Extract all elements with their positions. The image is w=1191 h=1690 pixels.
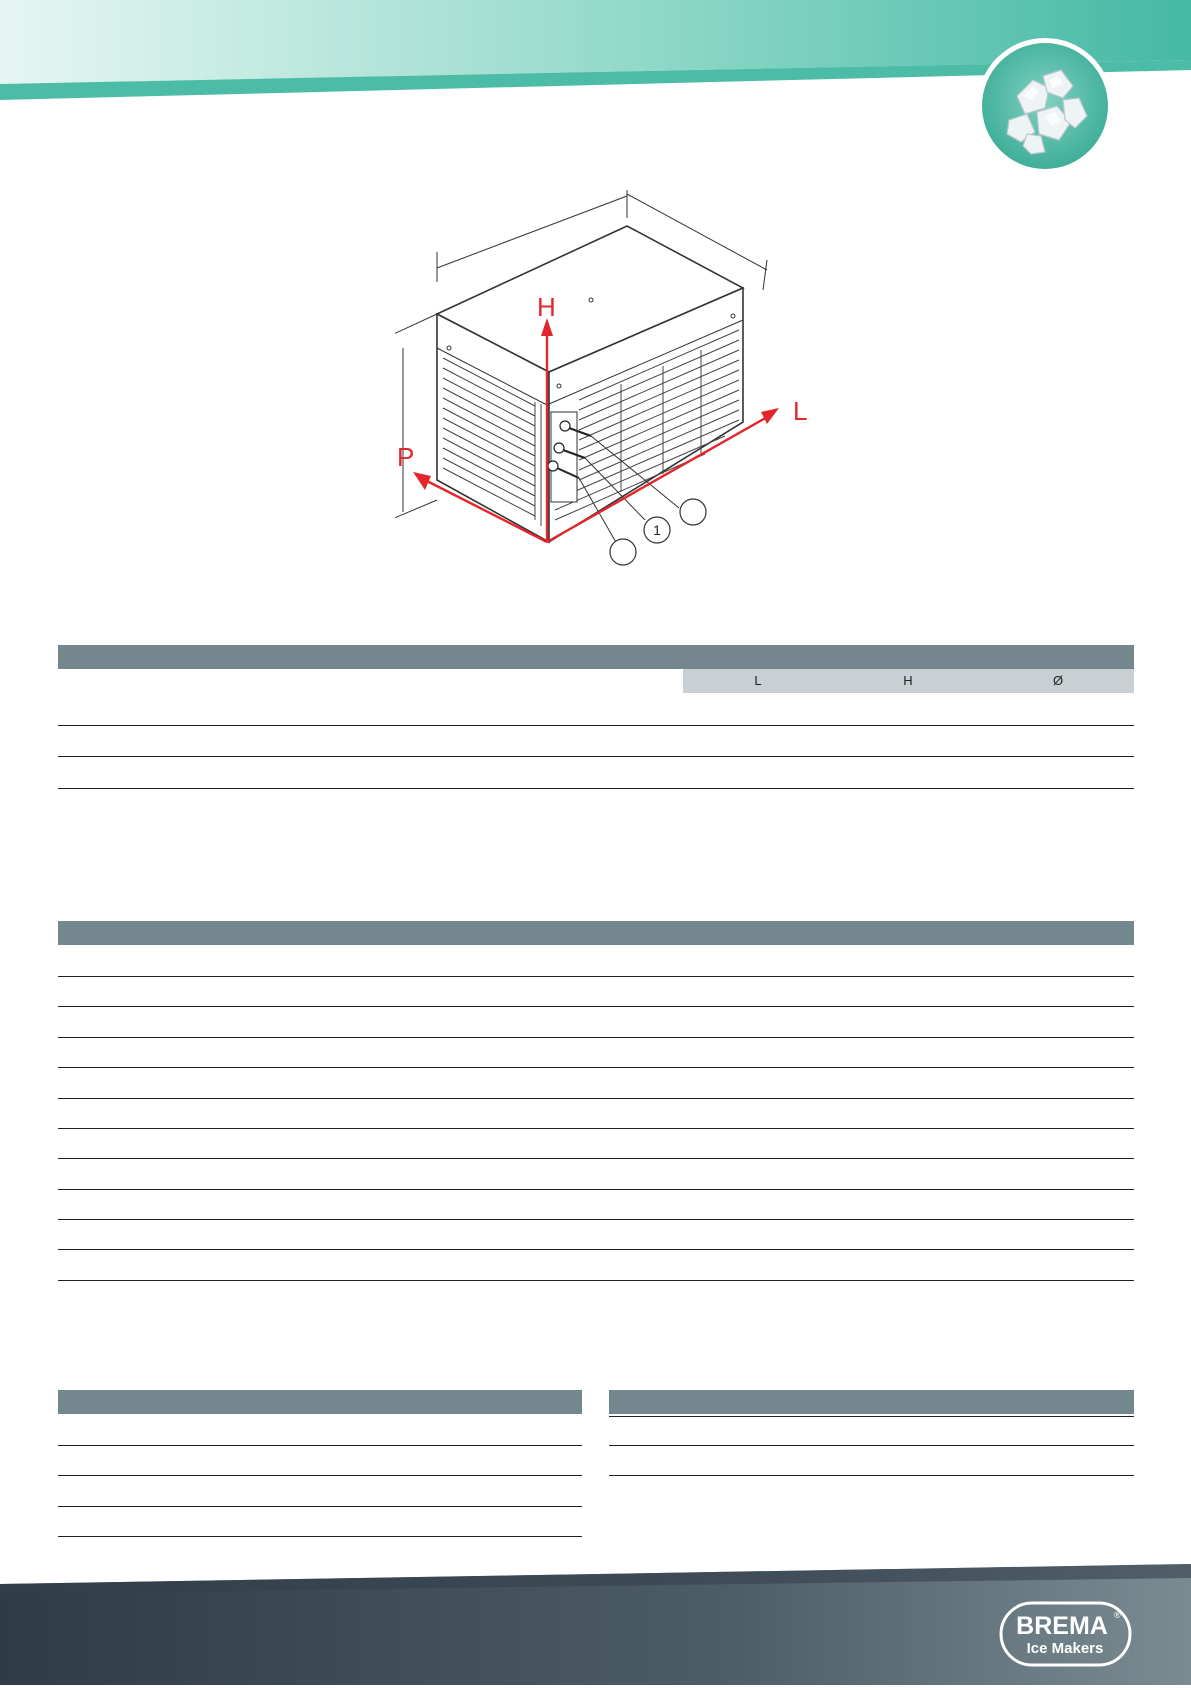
table-row [609, 1475, 1134, 1476]
table-row [58, 976, 1134, 977]
table-row [58, 1158, 1134, 1159]
ice-cubes-icon [975, 36, 1115, 176]
table-specifications-header [58, 921, 1134, 945]
table-row [58, 1445, 582, 1446]
axis-label-h: H [537, 292, 556, 322]
table-row [58, 1037, 1134, 1038]
table-row [58, 1098, 1134, 1099]
callout-2 [610, 539, 636, 565]
brema-logo [998, 1600, 1133, 1668]
table-left-header [58, 1390, 582, 1414]
column-diameter: Ø [1052, 673, 1064, 688]
column-h: H [903, 673, 913, 688]
callout-1-label: 1 [653, 522, 661, 538]
table-row [609, 1416, 1134, 1417]
table-row [58, 1219, 1134, 1220]
ice-maker-diagram [395, 190, 815, 570]
table-dimensions-columns [683, 669, 1134, 693]
brema-logo-icon [998, 1600, 1133, 1668]
table-row [58, 1189, 1134, 1190]
table-row [609, 1445, 1134, 1446]
table-row [58, 1280, 1134, 1281]
table-row [58, 1536, 582, 1537]
table-right-header [609, 1390, 1134, 1414]
logo-tagline: Ice Makers [1026, 1640, 1104, 1657]
table-row [58, 1006, 1134, 1007]
table-row [58, 1249, 1134, 1250]
table-row [58, 1506, 582, 1507]
table-dimensions-header [58, 645, 1134, 669]
table-row [58, 725, 1134, 726]
callout-3 [680, 499, 706, 525]
table-row [58, 1128, 1134, 1129]
column-l: L [754, 673, 762, 688]
logo-name: BREMA [1016, 1612, 1108, 1640]
ice-badge [975, 36, 1115, 176]
table-row [58, 756, 1134, 757]
axis-label-p: P [397, 442, 415, 472]
table-row [58, 788, 1134, 789]
axis-label-l: L [793, 396, 808, 426]
logo-registered: ® [1114, 1610, 1121, 1620]
table-row [58, 1475, 582, 1476]
table-row [58, 1067, 1134, 1068]
